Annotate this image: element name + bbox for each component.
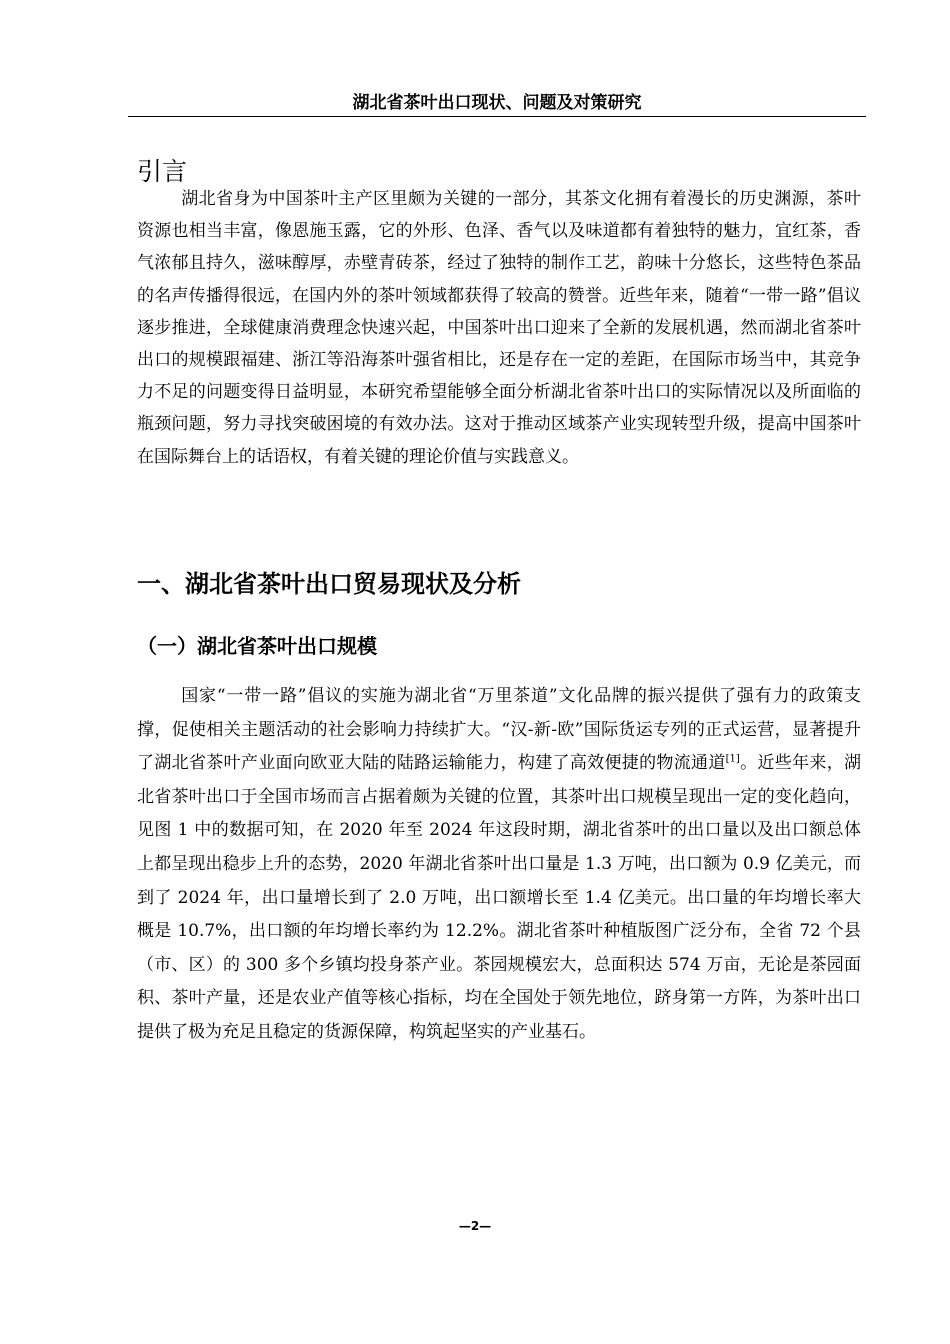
citation-reference[interactable]: [1] — [725, 753, 740, 765]
running-header-title: 湖北省茶叶出口现状、问题及对策研究 — [352, 93, 642, 113]
body-paragraph — [137, 680, 861, 1050]
body-text-part2: 。近些年来，湖北省茶叶出口于全国市场而言占据着颇为关键的位置，其茶叶出口规模呈现出一定的变化趋向，见图 1 中的数据可知，在 2020 年至 2024 年这段时期，湖北省茶叶的出口量以及出口额总体上都呈现出稳步上升的态势，2020 年湖北省茶叶出口量是 1.3 万吨，出口额为 0.9 亿美元，而到了 2024 年，出口量增长到了 2.0 万吨，出口额增长至 1.4 亿美元。出口量的年均增长率大概是 10.7%，出口额的年均增长率约为 12.2%。湖北省茶叶种植版图广泛分布，全省 72 个县（市、区）的 300 多个乡镇均投身茶产业。茶园规模宏大，总面积达 574 万亩，无论是茶园面积、茶叶产量，还是农业产值等核心指标，均在全国处于领先地位，跻身第一方阵，为茶叶出口提供了极为充足且稳定的货源保障，构筑起坚实的产业基石。 — [137, 753, 862, 1042]
intro-heading: 引言 — [137, 157, 188, 186]
section-heading: 一、湖北省茶叶出口贸易现状及分析 — [137, 570, 521, 598]
header-divider — [128, 116, 866, 117]
intro-paragraph: 湖北省身为中国茶叶主产区里颇为关键的一部分，其茶文化拥有着漫长的历史渊源，茶叶资源也相当丰富，像恩施玉露，它的外形、色泽、香气以及味道都有着独特的魅力，宜红茶，香气浓郁且持久，滋味醇厚，赤壁青砖茶，经过了独特的制作工艺，韵味十分悠长，这些特色茶品的名声传播得很远，在国内外的茶叶领域都获得了较高的赞誉。近些年来，随着“一带一路”倡议逐步推进，全球健康消费理念快速兴起，中国茶叶出口迎来了全新的发展机遇，然而湖北省茶叶出口的规模跟福建、浙江等沿海茶叶强省相比，还是存在一定的差距，在国际市场当中，其竞争力不足的问题变得日益明显，本研究希望能够全面分析湖北省茶叶出口的实际情况以及所面临的瓶颈问题，努力寻找突破困境的有效办法。这对于推动区域茶产业实现转型升级，提高中国茶叶在国际舞台上的话语权，有着关键的理论价值与实践意义。 — [137, 189, 861, 467]
subsection-heading: （一）湖北省茶叶出口规模 — [137, 634, 377, 658]
page-number: —2— — [458, 1219, 492, 1233]
body-text-part1: 国家“一带一路”倡议的实施为湖北省“万里茶道”文化品牌的振兴提供了强有力的政策支撑，促使相关主题活动的社会影响力持续扩大。“汉-新-欧”国际货运专列的正式运营，显著提升了湖北省茶叶产业面向欧亚大陆的陆路运输能力，构建了高效便捷的物流通道 — [137, 686, 861, 774]
